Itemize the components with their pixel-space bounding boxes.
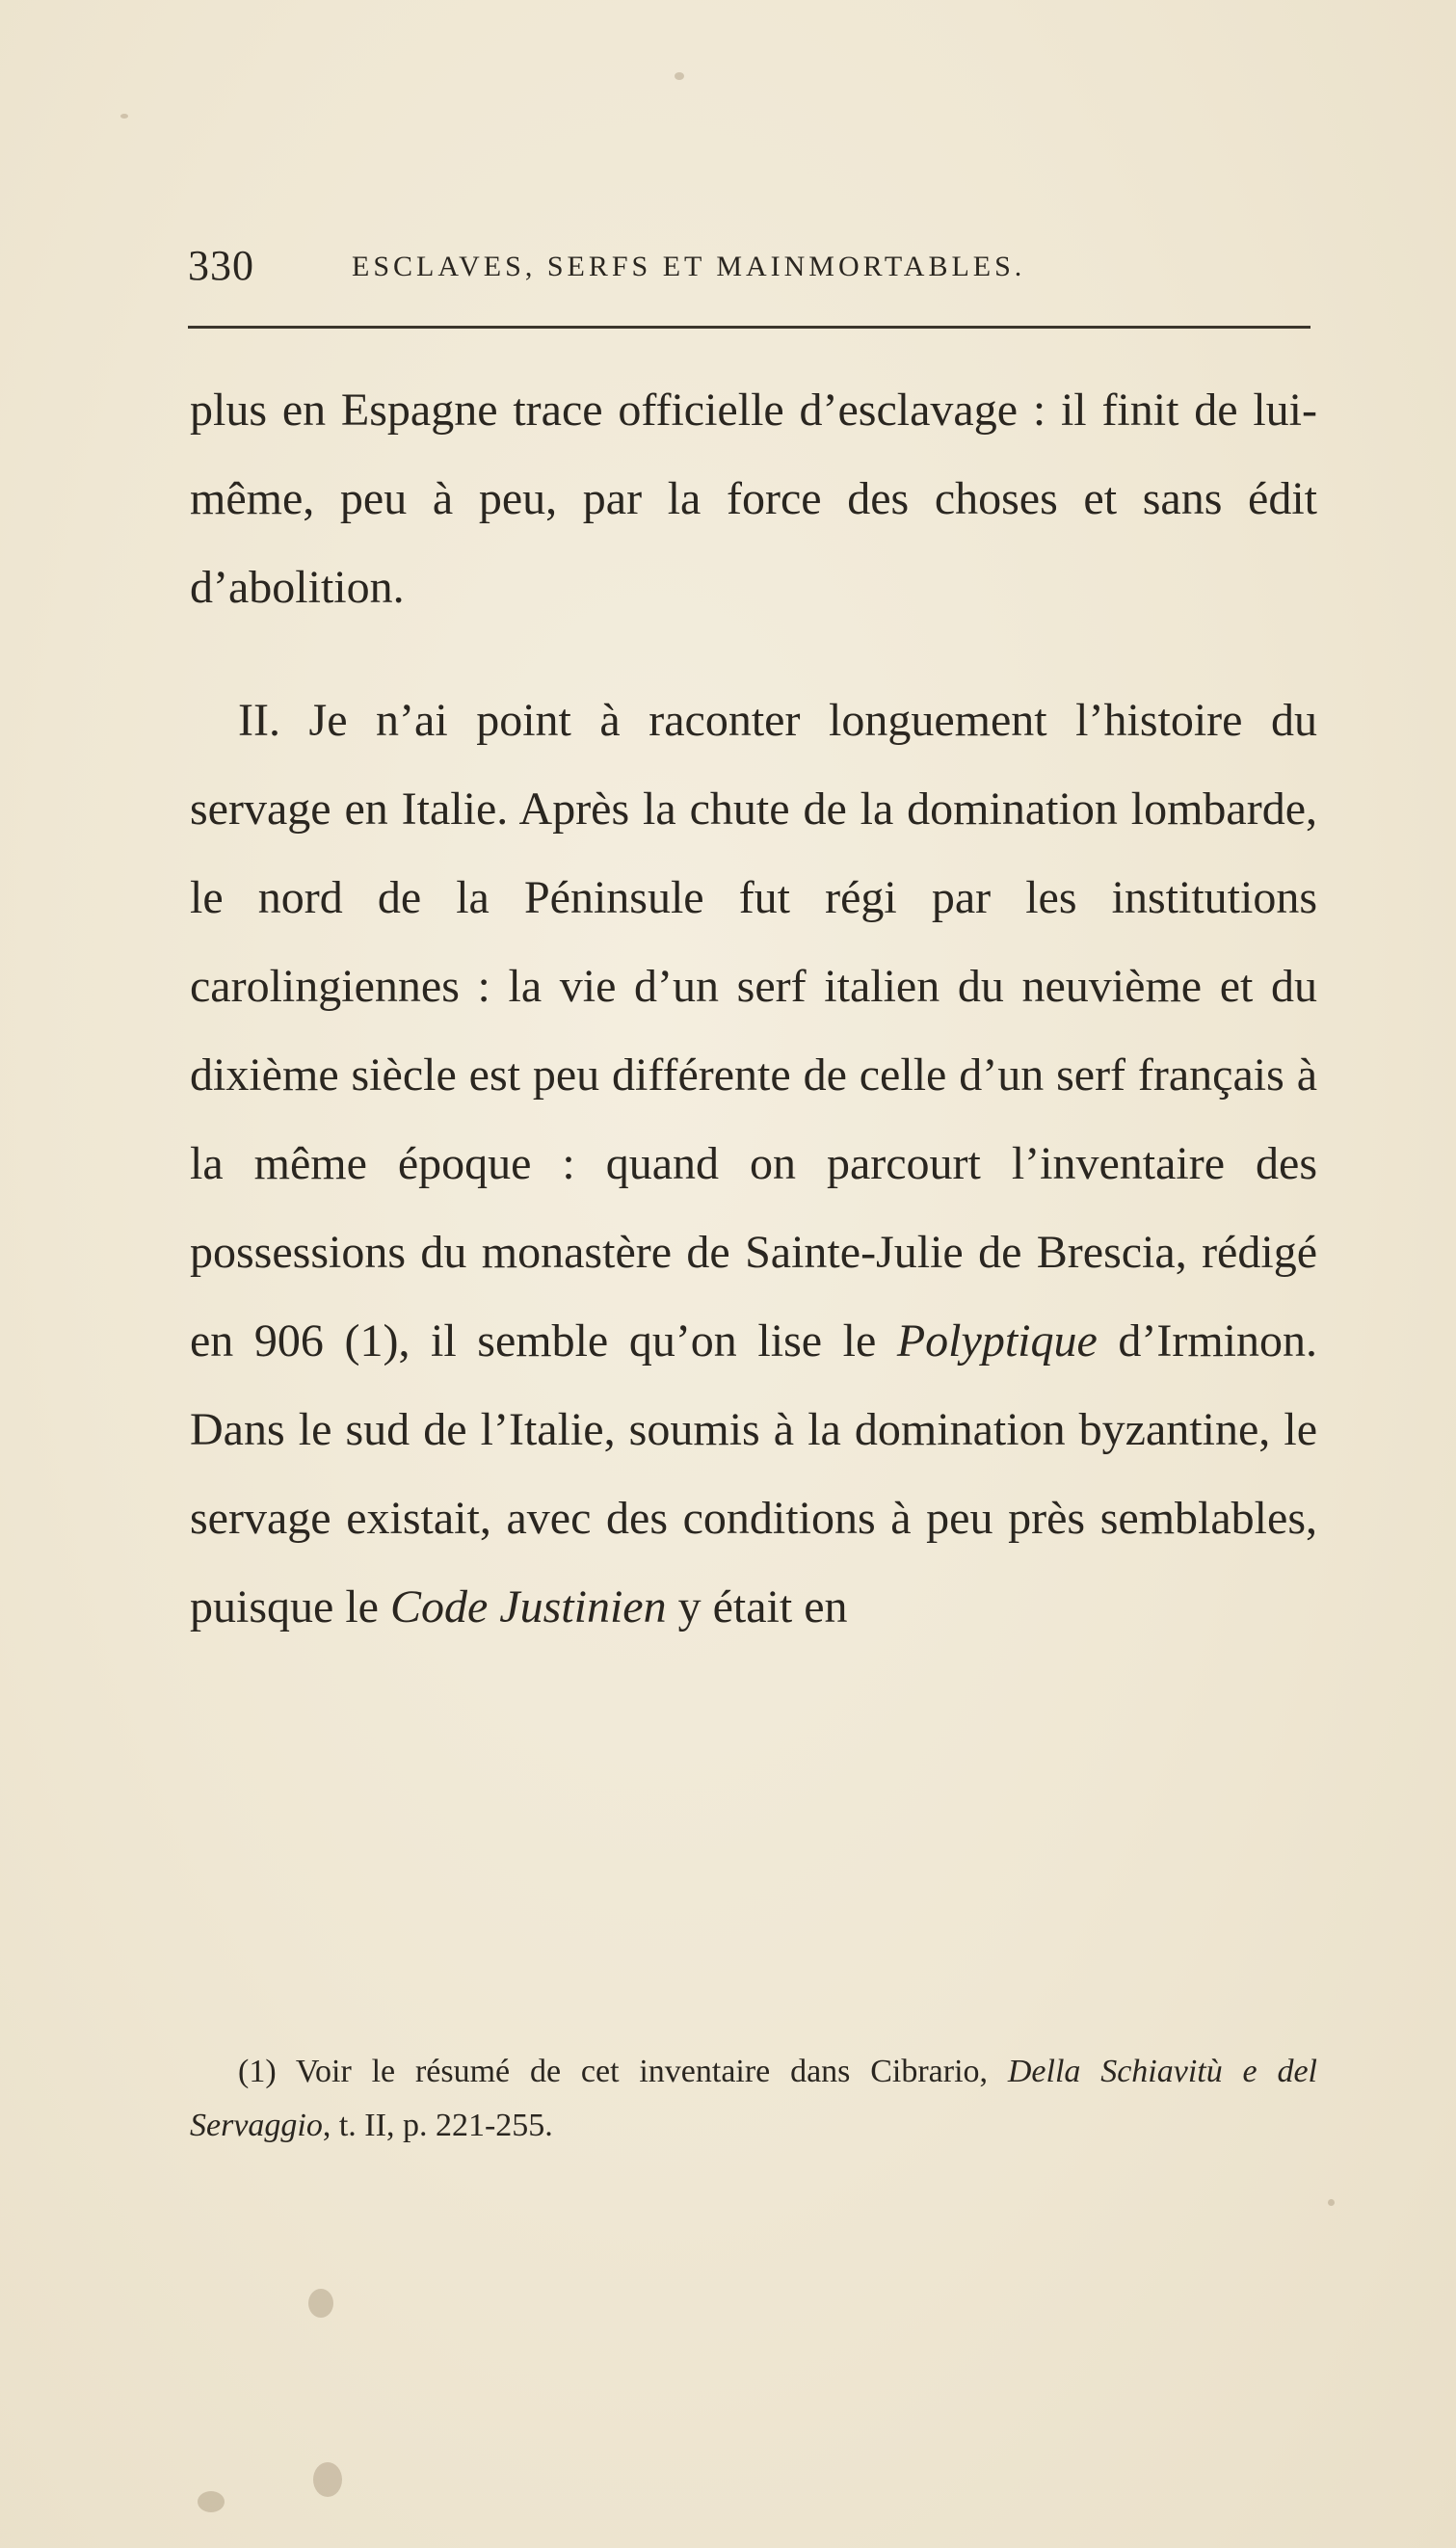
paragraph-2 [190,677,1317,1652]
footnote-reference: , t. II, p. 221-255. [322,2108,553,2143]
polyptique-title: Polyptique [896,1315,1098,1367]
main-text [190,366,1317,1652]
paragraph-2-text-2: d’Irminon. Dans le sud de l’Italie, soumis à la domination byzantine, le servage existait, avec des conditions à peu près semblables, puisque le [190,1315,1318,1632]
footnote-work-title: Della Schiavitù e del Servaggio [190,2054,1318,2143]
page-number: 330 [188,242,254,289]
running-title: ESCLAVES, SERFS ET MAINMORTABLES. [352,251,1026,282]
paper-speck [198,2491,225,2512]
paper-speck [313,2462,342,2497]
footnote-text: (1) Voir le résumé de cet inventaire dans Cibrario, [238,2054,1008,2089]
code-justinien-title: Code Justinien [389,1581,667,1632]
paper-speck [308,2289,333,2318]
footnote [190,2045,1317,2153]
paragraph-2-text-1: II. Je n’ai point à raconter longuement l’histoire du servage en Italie. Après la chute de la domination lombarde, le nord de la Péninsule fut régi par les institutions carolingiennes : la vie d’un serf italien du neuvième et du dixième siècle est peu différente de celle d’un serf français à la même époque : quand on parcourt l’inventaire des possessions du monastère de Sainte-Julie de Brescia, rédigé en 906 (1), il semble qu’on lise le [190,695,1317,1367]
footnote-1 [190,2045,1317,2153]
paper-speck [675,72,684,80]
paragraph-1: plus en Espagne trace officielle d’esclavage : il finit de lui-même, peu à peu, par la force des choses et sans édit d’abolition. [190,385,1317,613]
paper-speck [1328,2199,1335,2206]
paragraph-2-text-3: y était en [666,1581,848,1632]
paper-speck [120,114,128,119]
page-header [188,241,1306,299]
header-rule [188,326,1310,329]
